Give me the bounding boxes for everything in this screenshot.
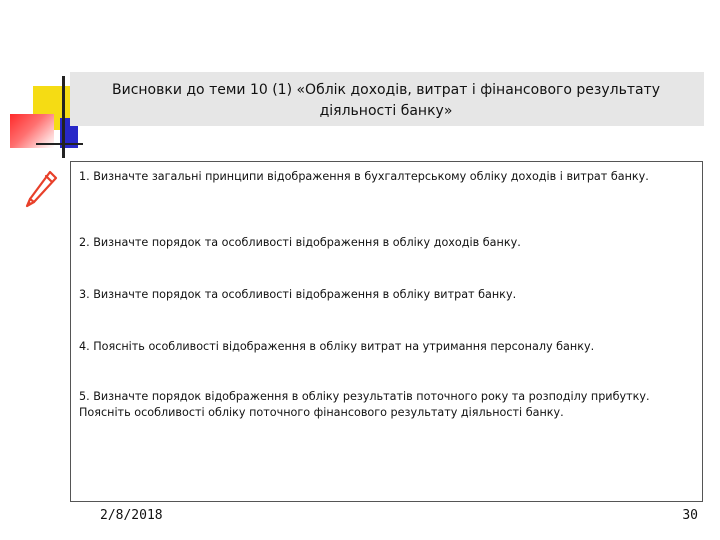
pen-icon bbox=[22, 168, 60, 210]
deco-horizontal-line bbox=[36, 143, 83, 145]
question-2: 2. Визначте порядок та особливості відображення в обліку доходів банку. bbox=[79, 236, 521, 249]
question-1: 1. Визначте загальні принципи відображення в бухгалтерському обліку доходів і витрат банку. bbox=[79, 170, 649, 183]
page-number: 30 bbox=[682, 508, 698, 523]
slide-title: Висновки до теми 10 (1) «Облік доходів, витрат і фінансового результату діяльності банку» bbox=[112, 82, 660, 119]
question-5: 5. Визначте порядок відображення в обліку результатів поточного року та розподілу прибутку. Поясніть особливості обліку поточного фінансового результату діяльності банку. bbox=[79, 390, 650, 419]
content-box bbox=[70, 161, 703, 502]
deco-vertical-line bbox=[62, 76, 65, 158]
question-3: 3. Визначте порядок та особливості відображення в обліку витрат банку. bbox=[79, 288, 517, 301]
question-4: 4. Поясніть особливості відображення в обліку витрат на утримання персоналу банку. bbox=[79, 340, 595, 353]
footer-date: 2/8/2018 bbox=[100, 508, 163, 523]
